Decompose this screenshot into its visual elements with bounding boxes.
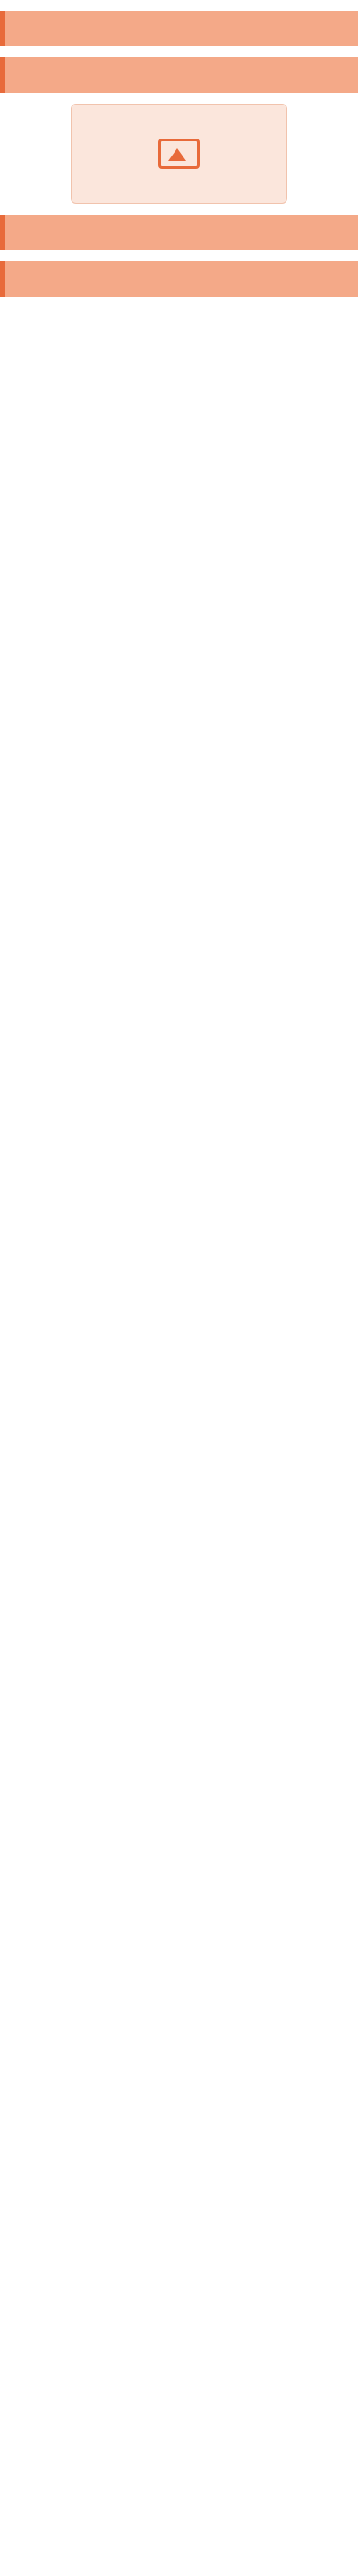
section-heading	[0, 57, 358, 93]
image-placeholder	[71, 104, 287, 204]
section-heading	[0, 11, 358, 46]
image-icon	[158, 139, 200, 169]
section-heading	[0, 261, 358, 297]
section-heading	[0, 215, 358, 250]
document	[0, 11, 358, 297]
